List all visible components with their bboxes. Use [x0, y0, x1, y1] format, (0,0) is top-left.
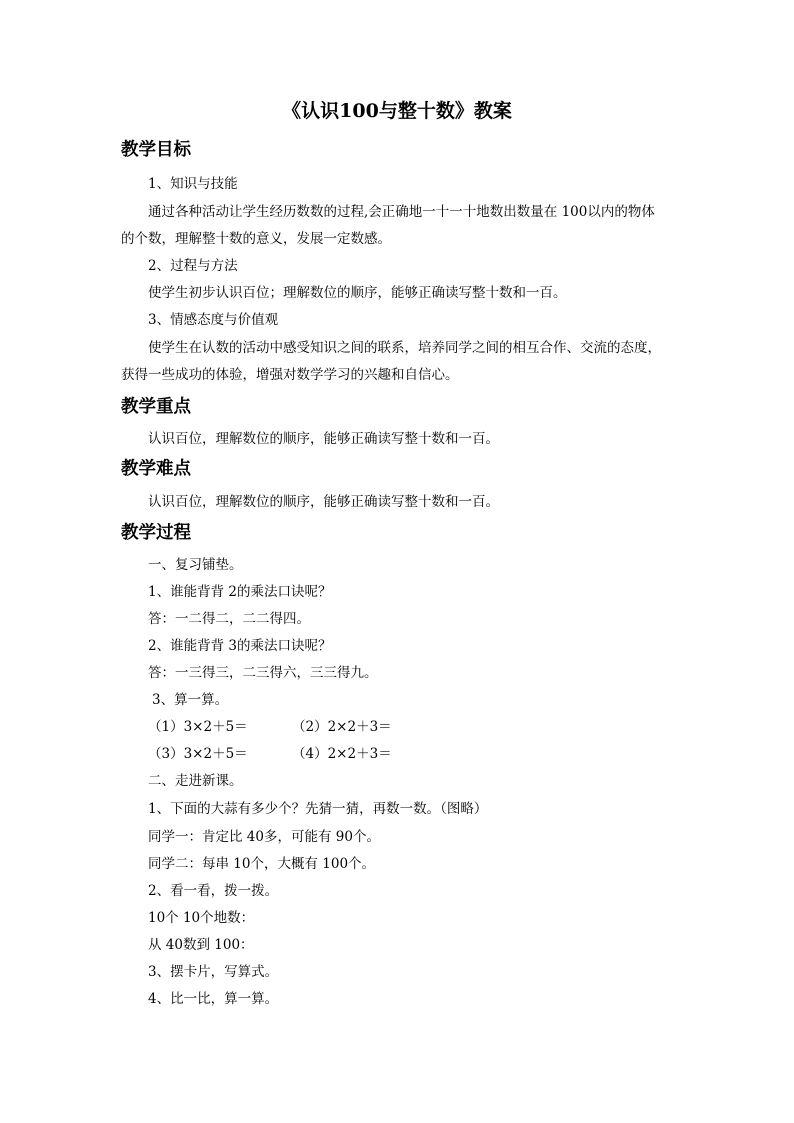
process-line: 1、下面的大蒜有多少个？先猜一猜，再数一数。（图略） [148, 801, 488, 817]
section-heading-key-points: 教学重点 [121, 397, 191, 417]
objective-2-text: 使学生初步认识百位；理解数位的顺序，能够正确读写整十数和一百。 [148, 285, 567, 301]
exercise-item: （1）3×2＋5＝ [148, 719, 248, 735]
objective-3-text-line-2: 获得一些成功的体验，增强对数学学习的兴趣和自信心。 [121, 367, 459, 383]
process-line: 2、看一看，拨一拨。 [148, 883, 279, 899]
objective-1-title: 1、知识与技能 [148, 176, 238, 192]
objective-3-title: 3、情感态度与价值观 [148, 312, 279, 328]
section-heading-objectives: 教学目标 [121, 140, 191, 160]
exercise-item: （2）2×2＋3＝ [292, 719, 392, 735]
key-points-text: 认识百位，理解数位的顺序，能够正确读写整十数和一百。 [148, 431, 499, 447]
document-title: 《认识100与整十数》教案 [282, 100, 512, 122]
process-line: 二、走进新课。 [148, 773, 243, 789]
process-line: 答：一二得二，二二得四。 [148, 611, 310, 627]
process-line: 一、复习铺垫。 [148, 557, 243, 573]
objective-1-text-line-1: 通过各种活动让学生经历数数的过程,会正确地一十一十地数出数量在 100以内的物体 [148, 204, 655, 220]
exercise-item: （4）2×2＋3＝ [292, 746, 392, 762]
process-line: 从 40数到 100： [148, 937, 254, 953]
process-line: 2、谁能背背 3的乘法口诀呢？ [148, 638, 332, 654]
process-line: 10个 10个地数： [148, 910, 255, 926]
difficulties-text: 认识百位，理解数位的顺序，能够正确读写整十数和一百。 [148, 494, 499, 510]
exercise-item: （3）3×2＋5＝ [148, 746, 248, 762]
process-line: 同学一：肯定比 40多，可能有 90个。 [148, 829, 380, 845]
section-heading-difficulties: 教学难点 [121, 459, 191, 479]
process-line: 3、摆卡片，写算式。 [148, 964, 279, 980]
process-line: 3、算一算。 [152, 692, 229, 708]
process-line: 1、谁能背背 2的乘法口诀呢？ [148, 584, 332, 600]
objective-2-title: 2、过程与方法 [148, 258, 238, 274]
objective-1-text-line-2: 的个数，理解整十数的意义，发展一定数感。 [121, 231, 391, 247]
process-line: 4、比一比，算一算。 [148, 991, 279, 1007]
section-heading-process: 教学过程 [121, 523, 191, 543]
process-line: 同学二：每串 10个，大概有 100个。 [148, 856, 376, 872]
objective-3-text-line-1: 使学生在认数的活动中感受知识之间的联系，培养同学之间的相互合作、交流的态度， [148, 340, 661, 356]
process-line: 答：一三得三，二三得六，三三得九。 [148, 665, 378, 681]
